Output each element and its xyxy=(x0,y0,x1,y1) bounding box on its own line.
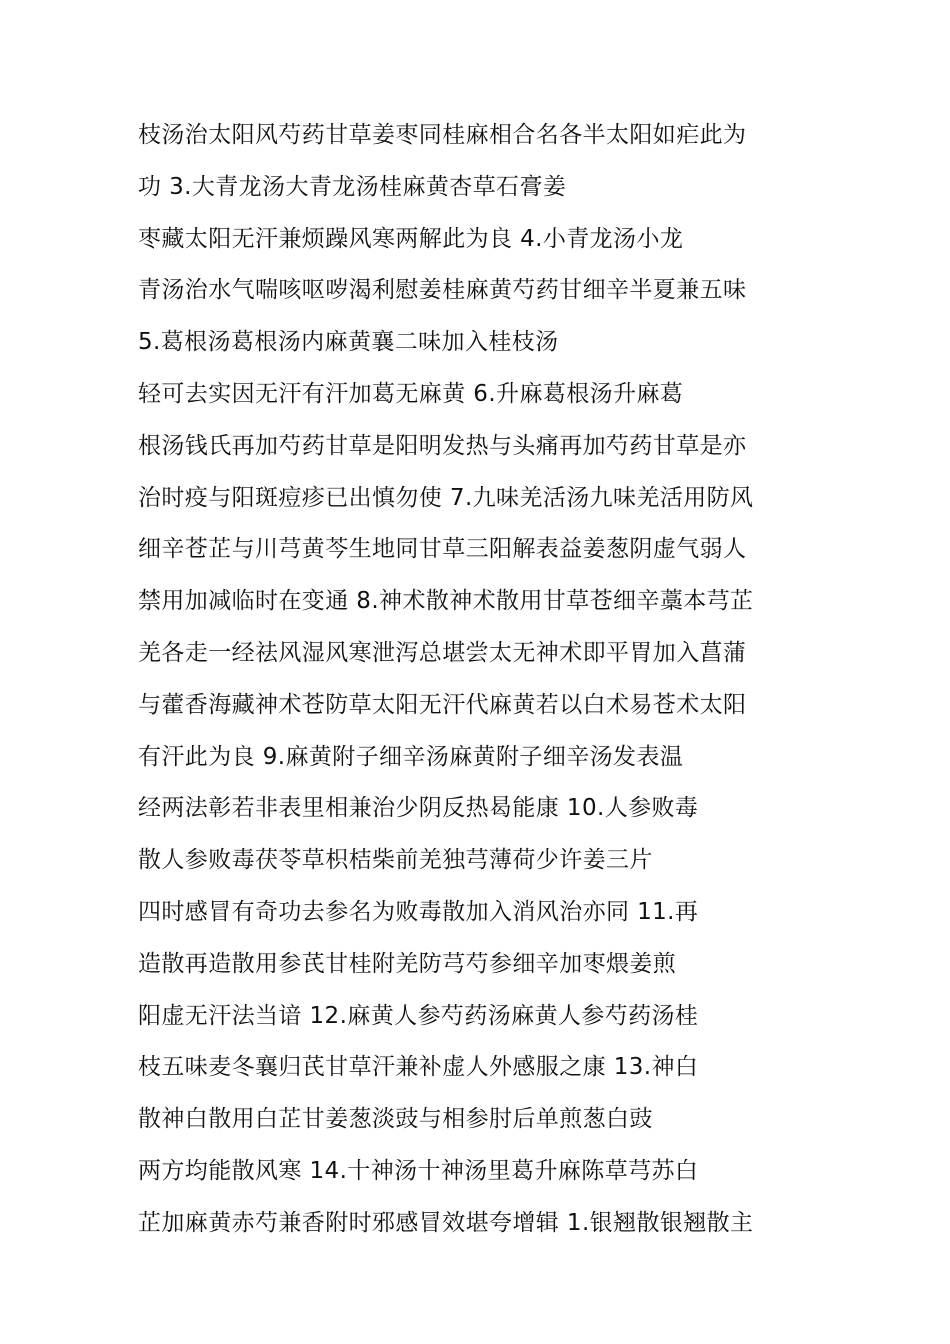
text-line: 四时感冒有奇功去参名为败毒散加入消风治亦同 11.再 xyxy=(138,898,699,925)
text-line: 经两法彰若非表里相兼治少阴反热曷能康 10.人参败毒 xyxy=(138,795,699,822)
text-line: 散人参败毒茯苓草枳桔柴前羌独芎薄荷少许姜三片 xyxy=(138,847,653,874)
body-text xyxy=(138,116,828,1256)
text-line: 阳虚无汗法当谙 12.麻黄人参芍药汤麻黄人参芍药汤桂 xyxy=(138,1002,699,1029)
text-line: 枝汤治太阳风芍药甘草姜枣同桂麻相合名各半太阳如疟此为 xyxy=(138,122,747,148)
text-line: 细辛苍芷与川芎黄芩生地同甘草三阳解表益姜葱阴虚气弱人 xyxy=(138,536,747,563)
text-line: 造散再造散用参芪甘桂附羌防芎芍参细辛加枣煨姜煎 xyxy=(138,950,677,977)
text-line: 禁用加减临时在变通 8.神术散神术散用甘草苍细辛藁本芎芷 xyxy=(138,588,754,615)
text-line: 轻可去实因无汗有汗加葛无麻黄 6.升麻葛根汤升麻葛 xyxy=(138,380,684,407)
text-line: 枝五味麦冬襄归芪甘草汗兼补虚人外感服之康 13.神白 xyxy=(138,1054,699,1081)
text-line: 与藿香海藏神术苍防草太阳无汗代麻黄若以白术易苍术太阳 xyxy=(138,691,747,718)
text-line: 根汤钱氏再加芍药甘草是阳明发热与头痛再加芍药甘草是亦 xyxy=(138,432,747,459)
text-line: 5.葛根汤葛根汤内麻黄襄二味加入桂枝汤 xyxy=(138,329,559,356)
text-line: 羌各走一经祛风湿风寒泄泻总堪尝太无神术即平胃加入菖蒲 xyxy=(138,639,747,666)
text-line: 散神白散用白芷甘姜葱淡豉与相参肘后单煎葱白豉 xyxy=(138,1106,653,1133)
text-line: 两方均能散风寒 14.十神汤十神汤里葛升麻陈草芎苏白 xyxy=(138,1157,699,1184)
text-line: 治时疫与阳斑痘疹已出慎勿使 7.九味羌活汤九味羌活用防风 xyxy=(138,484,754,511)
text-line: 芷加麻黄赤芍兼香附时邪感冒效堪夸增辑 1.银翘散银翘散主 xyxy=(138,1209,754,1236)
text-line: 有汗此为良 9.麻黄附子细辛汤麻黄附子细辛汤发表温 xyxy=(138,743,684,770)
text-line: 青汤治水气喘咳呕哕渴利慰姜桂麻黄芍药甘细辛半夏兼五味 xyxy=(138,277,747,304)
text-line: 枣藏太阳无汗兼烦躁风寒两解此为良 4.小青龙汤小龙 xyxy=(138,225,684,252)
text-line: 功 3.大青龙汤大青龙汤桂麻黄杏草石膏姜 xyxy=(138,173,567,200)
